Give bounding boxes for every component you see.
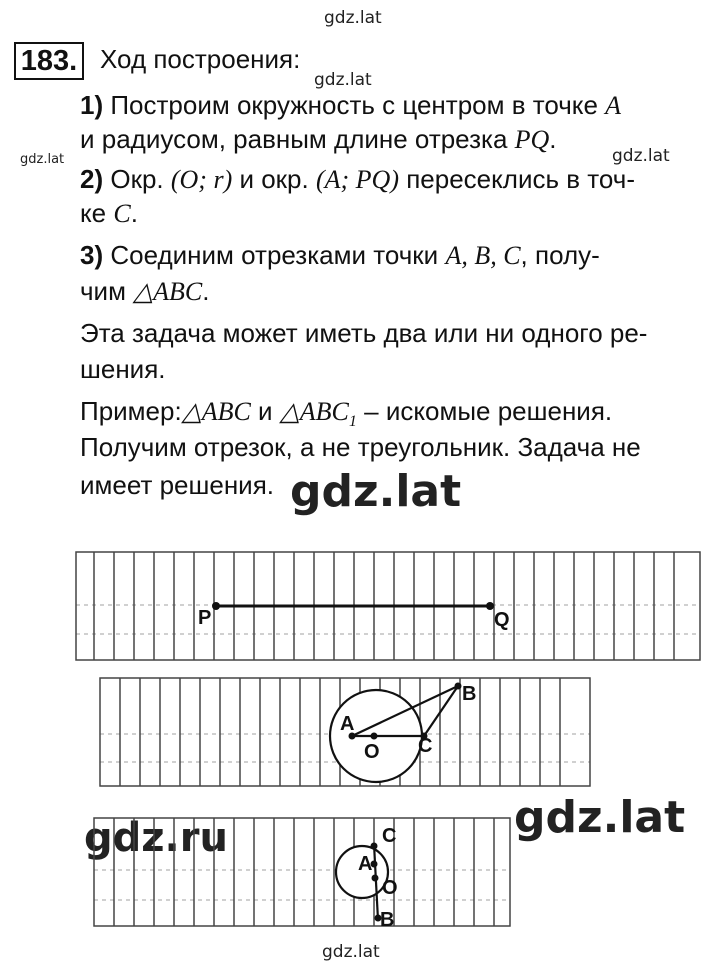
step1-period: . — [549, 124, 557, 154]
para4-line: имеет решения. — [80, 470, 275, 500]
step3-text-b: , полу- — [520, 240, 600, 270]
step2-circle-o: (O; r) — [170, 165, 233, 194]
step1-text-2: и радиусом, равным длине отрезка — [80, 124, 515, 154]
label-p: P — [198, 607, 212, 629]
step3-points: A, B, C — [445, 241, 521, 270]
label-c: C — [418, 735, 433, 757]
para2-line — [80, 396, 612, 437]
fig3-grid — [94, 818, 510, 926]
para2-text-b: и — [250, 396, 280, 426]
step2-number: 2) — [80, 164, 104, 194]
step3-period: . — [202, 276, 210, 306]
step3-text-c: чим — [80, 276, 134, 306]
step3-triangle: △ABC — [133, 277, 203, 306]
step1-point-a: A — [605, 91, 622, 120]
para2-subscript: 1 — [348, 413, 357, 431]
figure-no-solution — [92, 816, 512, 928]
step2-period: . — [130, 198, 138, 228]
step1-segment-pq: PQ — [514, 125, 550, 154]
step1-text: Построим окружность с центром в точке — [110, 90, 606, 120]
point-o — [372, 875, 379, 882]
label-o: O — [382, 877, 398, 899]
watermark-bottom: gdz.lat — [322, 942, 380, 962]
step3-line1 — [80, 240, 600, 271]
point-q — [486, 602, 494, 610]
label-a: A — [340, 713, 355, 735]
para1-line1: Эта задача может иметь два или ни одного ре- — [80, 318, 648, 348]
label-c: C — [382, 825, 397, 847]
task-number: 183. — [14, 42, 84, 80]
point-o — [371, 733, 378, 740]
step1-line1 — [80, 90, 621, 121]
point-p — [212, 602, 220, 610]
step2-text-c: пересеклись в точ- — [398, 164, 636, 194]
step3-number: 3) — [80, 240, 104, 270]
para2-text-c: – искомые решения. — [356, 396, 613, 426]
label-q: Q — [494, 609, 510, 631]
step1-number: 1) — [80, 90, 104, 120]
watermark-left-small: gdz.lat — [20, 152, 65, 167]
watermark-top: gdz.lat — [324, 8, 382, 28]
para2-triangle-2: △ABC — [279, 397, 349, 426]
point-b — [455, 683, 462, 690]
para2-text-a: Пример: — [80, 396, 182, 426]
label-b: B — [380, 909, 395, 928]
step2-circle-a: (A; PQ) — [315, 165, 399, 194]
watermark-large-right: gdz.lat — [514, 792, 686, 843]
label-o: O — [364, 741, 380, 763]
step2-line2 — [80, 198, 138, 229]
step2-text-a: Окр. — [110, 164, 171, 194]
step2-line1 — [80, 164, 635, 195]
step2-text-b: и окр. — [232, 164, 316, 194]
figure-triangle-abc — [98, 676, 592, 788]
para3-line: Получим отрезок, а не треугольник. Задача не — [80, 432, 641, 462]
para1-line2: шения. — [80, 354, 166, 384]
label-b: B — [462, 683, 477, 705]
step3-text-a: Соединим отрезками точки — [110, 240, 446, 270]
step2-text-d: ке — [80, 198, 114, 228]
watermark-right: gdz.lat — [612, 146, 670, 166]
watermark-large-mid: gdz.lat — [290, 466, 462, 517]
para2-triangle-1: △ABC — [181, 397, 251, 426]
step2-point-c: C — [113, 199, 131, 228]
step3-line2 — [80, 276, 210, 307]
watermark-top-2: gdz.lat — [314, 70, 372, 90]
label-a: A — [358, 853, 373, 875]
figure-segment-pq — [74, 550, 704, 662]
step1-line2 — [80, 124, 557, 155]
point-c — [371, 843, 378, 850]
watermark-gdz-ru: gdz.ru — [84, 815, 228, 861]
task-heading: Ход построения: — [100, 44, 301, 74]
